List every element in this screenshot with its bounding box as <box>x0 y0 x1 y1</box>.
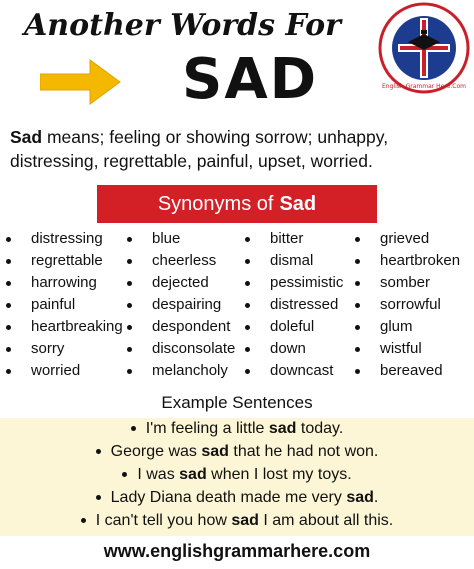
bullet-icon <box>6 347 11 352</box>
bullet-icon <box>355 325 360 330</box>
bullet-icon <box>355 303 360 308</box>
bullet-icon <box>127 281 132 286</box>
list-item: worried <box>6 360 123 382</box>
bullet-icon <box>6 303 11 308</box>
bullet-icon <box>96 495 101 500</box>
bullet-icon <box>245 347 250 352</box>
bullet-icon <box>245 303 250 308</box>
list-item: sorrowful <box>355 294 460 316</box>
arrow-right-icon <box>40 58 122 106</box>
header <box>0 0 474 118</box>
bullet-icon <box>355 347 360 352</box>
list-item: dismal <box>245 250 343 272</box>
list-item: heartbreaking <box>6 316 123 338</box>
bullet-icon <box>245 259 250 264</box>
list-item: down <box>245 338 343 360</box>
site-logo <box>378 2 470 94</box>
list-item: disconsolate <box>127 338 235 360</box>
bullet-icon <box>6 325 11 330</box>
examples-title: Example Sentences <box>161 393 313 412</box>
bullet-icon <box>127 347 132 352</box>
definition-word: Sad <box>10 127 43 147</box>
bullet-icon <box>127 237 132 242</box>
bullet-icon <box>245 369 250 374</box>
headword: SAD <box>182 47 319 112</box>
bullet-icon <box>245 237 250 242</box>
page-title: Another Words For <box>24 8 341 43</box>
bullet-icon <box>355 237 360 242</box>
list-item: bitter <box>245 228 343 250</box>
list-item: glum <box>355 316 460 338</box>
list-item: downcast <box>245 360 343 382</box>
bullet-icon <box>355 259 360 264</box>
bullet-icon <box>131 426 136 431</box>
bullet-icon <box>6 237 11 242</box>
examples-box <box>0 418 474 536</box>
list-item: distressed <box>245 294 343 316</box>
list-item: somber <box>355 272 460 294</box>
bullet-icon <box>355 369 360 374</box>
example-sentence: I can't tell you how sad I am about all this. <box>0 512 474 530</box>
synonym-column-2 <box>127 228 235 382</box>
list-item: harrowing <box>6 272 123 294</box>
synonyms-banner-prefix: Synonyms of <box>157 192 274 215</box>
synonym-column-1 <box>6 228 123 382</box>
bullet-icon <box>127 303 132 308</box>
bullet-icon <box>6 281 11 286</box>
definition <box>10 125 466 173</box>
list-item: pessimistic <box>245 272 343 294</box>
logo-text: English Grammar Here.Com <box>382 83 466 90</box>
bullet-icon <box>355 281 360 286</box>
list-item: distressing <box>6 228 123 250</box>
list-item: melancholy <box>127 360 235 382</box>
list-item: despairing <box>127 294 235 316</box>
synonyms-banner <box>97 185 377 223</box>
list-item: blue <box>127 228 235 250</box>
footer-url[interactable]: www.englishgrammarhere.com <box>0 537 474 569</box>
synonyms-banner-word: Sad <box>279 192 317 215</box>
bullet-icon <box>6 369 11 374</box>
definition-text: means; feeling or showing sorrow; unhappy, distressing, regrettable, painful, upset, worried. <box>10 127 389 171</box>
list-item: bereaved <box>355 360 460 382</box>
list-item: painful <box>6 294 123 316</box>
example-sentence: I was sad when I lost my toys. <box>0 466 474 484</box>
bullet-icon <box>127 369 132 374</box>
bullet-icon <box>122 472 127 477</box>
synonym-column-3 <box>245 228 343 382</box>
list-item: cheerless <box>127 250 235 272</box>
example-sentence: I'm feeling a little sad today. <box>0 420 474 438</box>
list-item: heartbroken <box>355 250 460 272</box>
example-sentence: Lady Diana death made me very sad. <box>0 489 474 507</box>
bullet-icon <box>81 518 86 523</box>
bullet-icon <box>96 449 101 454</box>
bullet-icon <box>245 325 250 330</box>
list-item: wistful <box>355 338 460 360</box>
list-item: despondent <box>127 316 235 338</box>
list-item: regrettable <box>6 250 123 272</box>
list-item: dejected <box>127 272 235 294</box>
list-item: doleful <box>245 316 343 338</box>
list-item: sorry <box>6 338 123 360</box>
example-sentence: George was sad that he had not won. <box>0 443 474 461</box>
bullet-icon <box>6 259 11 264</box>
bullet-icon <box>127 325 132 330</box>
bullet-icon <box>127 259 132 264</box>
bullet-icon <box>245 281 250 286</box>
synonym-column-4 <box>355 228 460 382</box>
list-item: grieved <box>355 228 460 250</box>
